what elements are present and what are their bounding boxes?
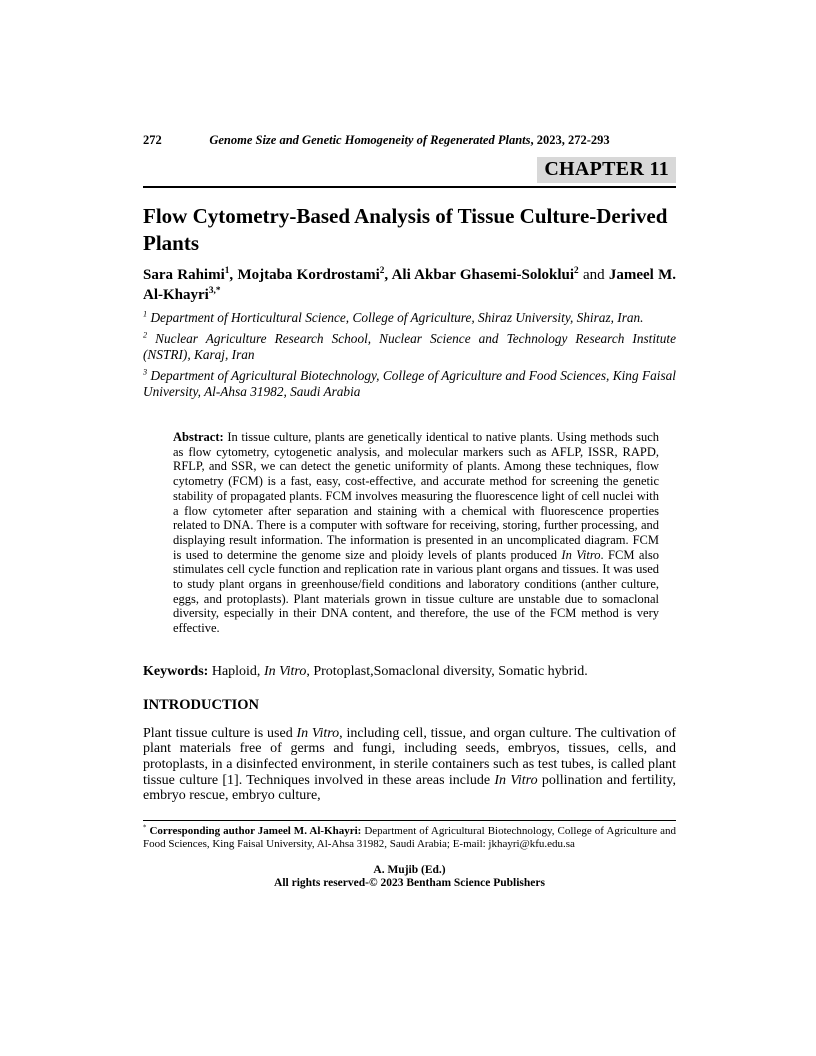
intro-italic-term: In Vitro: [494, 772, 538, 788]
content-column: [143, 0, 676, 804]
rights-line: All rights reserved-© 2023 Bentham Science Publishers: [274, 877, 545, 890]
footnote-text: Department of Agricultural Biotechnology, College of Agriculture and Food Sciences, King Faisal University, Al-Ahsa 31982, Saudi Arabia; E-mail: jkhayri@kfu.edu.sa: [143, 825, 676, 850]
authors-conjunction: and: [578, 267, 609, 283]
keywords-line: [143, 663, 676, 681]
author-affiliation-mark: 2: [574, 266, 579, 276]
imprint: [143, 864, 676, 891]
affiliation-number: 1: [143, 309, 148, 319]
running-title: [209, 133, 609, 147]
header-rule: [143, 186, 676, 188]
chapter-title: Flow Cytometry-Based Analysis of Tissue Culture-Derived Plants: [143, 204, 668, 255]
author-name: Mojtaba Kordrostami: [237, 267, 380, 283]
affiliation-text: Department of Agricultural Biotechnology, College of Agriculture and Food Sciences, King Faisal University, Al-Ahsa 31982, Saudi Arabia: [143, 368, 676, 399]
abstract-text: In tissue culture, plants are genetically identical to native plants. Using methods such as flow cytometry, cytogenetic analysis, and molecular markers such as AFLP, ISSR, RAPD, RFLP, and SSR, we can detect the genetic uniformity of plants. Among these techniques, flow cytometry (FCM) is a fast, easy, cost-effective, and accurate method for screening the genetic stability of propagated plants. FCM involves measuring the fluorescence light of cell nuclei with a flow cytometer after separation and staining with a chemical with fluorescence properties related to DNA. There is a computer with software for receiving, storing, further processing, and displaying result information. The information is presented in an uncomplicated diagram. FCM is used to determine the genome size and ploidy levels of plants produced: [173, 430, 659, 562]
affiliation-number: 3: [143, 367, 148, 377]
affiliation-3: [143, 368, 676, 400]
abstract: [173, 430, 659, 636]
intro-text: , including cell, tissue, and organ culture. The cultivation of plant materials free of germs and fungi, including seeds, embryos, tissues, cells, and protoplasts, in a disinfected environment, in sterile containers such as test tubes, is called plant tissue culture [1]. Techniques involved in these areas include: [143, 725, 676, 788]
author-affiliation-mark: 2: [379, 266, 385, 276]
introduction-paragraph: [143, 726, 676, 804]
author-separator: ,: [384, 267, 392, 283]
introduction-heading: INTRODUCTION: [143, 696, 260, 713]
footnote-label: Corresponding author Jameel M. Al-Khayri:: [146, 825, 362, 837]
running-title-text: Genome Size and Genetic Homogeneity of Regenerated Plants: [209, 133, 531, 147]
running-head: [143, 133, 676, 149]
author-name: Ali Akbar Ghasemi-Soloklui: [391, 267, 575, 283]
keywords-text: , Protoplast,Somaclonal diversity, Somatic hybrid.: [306, 663, 588, 679]
affiliation-1: [143, 310, 676, 326]
abstract-italic-term: In Vitro: [561, 547, 601, 562]
keywords-label: Keywords:: [143, 663, 209, 679]
keywords-italic-term: In Vitro: [263, 663, 307, 679]
running-title-suffix: , 2023, 272-293: [530, 133, 610, 147]
affiliation-text: Nuclear Agriculture Research School, Nuclear Science and Technology Research Institute (NSTRI), Karaj, Iran: [143, 331, 676, 362]
abstract-text: . FCM also stimulates cell cycle function and replication rate in various plant organs and tissues. It was used to study plant organs in greenhouse/field conditions and laboratory conditions (anther culture, eggs, and protoplasts). Plant materials grown in tissue culture are unstable due to somaclonal diversity, especially in their DNA content, and therefore, the use of the FCM method is very effective.: [173, 547, 660, 636]
author-affiliation-mark: 3,*: [208, 285, 221, 296]
chapter-label: CHAPTER 11: [537, 157, 676, 183]
chapter-banner: [143, 157, 676, 183]
intro-text: Plant tissue culture is used: [143, 725, 297, 741]
page-number: 272: [143, 133, 162, 147]
abstract-label: Abstract:: [173, 430, 224, 444]
keywords-text: Haploid,: [208, 663, 264, 679]
intro-text: pollination and fertility, embryo rescue, embryo culture,: [143, 772, 676, 804]
editor-line: A. Mujib (Ed.): [373, 863, 446, 876]
affiliation-text: Department of Horticultural Science, College of Agriculture, Shiraz University, Shiraz, Iran.: [147, 310, 644, 325]
intro-italic-term: In Vitro: [296, 725, 340, 741]
affiliation-number: 2: [143, 330, 148, 340]
footnote-block: [143, 820, 676, 891]
authors-line: [143, 266, 676, 305]
author-separator: ,: [229, 267, 238, 283]
author-name: Jameel M. Al-Khayri: [143, 267, 676, 303]
footnote-asterisk: *: [143, 824, 147, 832]
author-affiliation-mark: 1: [224, 266, 230, 276]
corresponding-author-footnote: [143, 825, 676, 851]
affiliation-2: [143, 331, 676, 363]
author-name: Sara Rahimi: [143, 267, 225, 283]
